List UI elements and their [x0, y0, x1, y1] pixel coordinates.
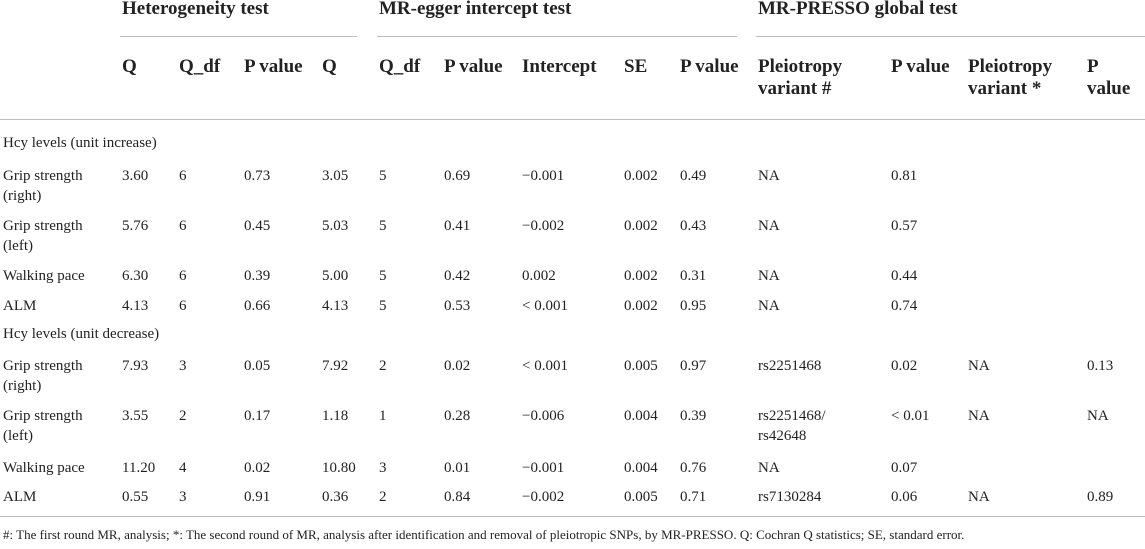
table-cell: 3 — [179, 358, 187, 374]
table-cell: 0.002 — [624, 268, 658, 284]
table-cell: 0.13 — [1087, 358, 1114, 374]
group-heterogeneity: Heterogeneity test — [122, 0, 269, 19]
section-label-decrease: Hcy levels (unit decrease) — [3, 326, 160, 342]
header-rule — [0, 119, 1145, 120]
col-header: SE — [624, 56, 648, 77]
table-cell: −0.001 — [522, 460, 565, 476]
col-header: Q — [322, 56, 337, 77]
table-cell: 7.92 — [322, 358, 349, 374]
table-cell: 6 — [179, 268, 187, 284]
table-cell: 0.45 — [244, 218, 271, 234]
table-cell: 0.28 — [444, 408, 471, 424]
table-cell: 5.00 — [322, 268, 349, 284]
table-cell: 0.97 — [680, 358, 707, 374]
col-header: Q — [122, 56, 137, 77]
table-cell: 0.39 — [680, 408, 707, 424]
table-cell: 0.69 — [444, 168, 471, 184]
table-cell: 0.74 — [891, 298, 918, 314]
col-header: P value — [1087, 56, 1131, 99]
table-cell: 5 — [379, 298, 387, 314]
table-cell: 3.60 — [122, 168, 149, 184]
table-cell: 0.71 — [680, 489, 707, 505]
table-cell: −0.002 — [522, 489, 565, 505]
table-cell: 1.18 — [322, 408, 349, 424]
table-cell: 0.01 — [444, 460, 471, 476]
table-cell: 3.05 — [322, 168, 349, 184]
table-cell: 0.41 — [444, 218, 471, 234]
table-cell: 0.31 — [680, 268, 707, 284]
table-cell: 0.49 — [680, 168, 707, 184]
table-cell: 0.004 — [624, 460, 658, 476]
table-cell: 5 — [379, 218, 387, 234]
table-cell: 4 — [179, 460, 187, 476]
table-cell: 0.91 — [244, 489, 271, 505]
table-cell: 5.76 — [122, 218, 149, 234]
table-cell: 0.17 — [244, 408, 271, 424]
table-cell: 6 — [179, 298, 187, 314]
table-cell: 0.07 — [891, 460, 918, 476]
group-underline-egger — [377, 36, 737, 37]
table-cell: 0.002 — [624, 168, 658, 184]
table-cell: 0.002 — [624, 218, 658, 234]
table-cell: 0.57 — [891, 218, 918, 234]
row-label: Walking pace — [3, 268, 85, 284]
col-header: Intercept — [522, 56, 597, 77]
table-cell: 0.06 — [891, 489, 918, 505]
table-cell: 10.80 — [322, 460, 356, 476]
col-header: P value — [680, 56, 739, 77]
group-presso: MR-PRESSO global test — [758, 0, 958, 19]
table-cell: 0.05 — [244, 358, 271, 374]
group-egger: MR-egger intercept test — [379, 0, 572, 19]
col-header: Q_df — [379, 56, 421, 77]
table-cell: 11.20 — [122, 460, 156, 476]
group-underline-presso — [756, 36, 1145, 37]
col-header: Pleiotropy variant * — [968, 56, 1053, 99]
table-cell: NA — [758, 298, 780, 314]
table-cell: 5.03 — [322, 218, 349, 234]
table-cell: NA — [758, 168, 780, 184]
row-label: Grip strength (right) — [3, 358, 83, 394]
table-cell: 0.76 — [680, 460, 707, 476]
table-cell: 3 — [179, 489, 187, 505]
table-cell: NA — [758, 268, 780, 284]
table-cell: 3 — [379, 460, 387, 476]
table-cell: 4.13 — [322, 298, 349, 314]
row-label: ALM — [3, 489, 37, 505]
table-cell: 0.81 — [891, 168, 918, 184]
table-cell: < 0.01 — [891, 408, 930, 424]
table-cell: 0.005 — [624, 358, 658, 374]
table-cell: 0.66 — [244, 298, 271, 314]
table-cell: 0.36 — [322, 489, 349, 505]
table-cell: rs2251468 — [758, 358, 822, 374]
table-cell: 7.93 — [122, 358, 149, 374]
table-cell: −0.002 — [522, 218, 565, 234]
table-cell: NA — [758, 460, 780, 476]
table-cell: 5 — [379, 268, 387, 284]
table-cell: 0.89 — [1087, 489, 1114, 505]
table-cell: 0.42 — [444, 268, 471, 284]
table-cell: 0.73 — [244, 168, 271, 184]
table-cell: rs2251468/ rs42648 — [758, 408, 826, 444]
table-cell: 0.02 — [244, 460, 271, 476]
footnote: #: The first round MR, analysis; *: The second round of MR, analysis after identification and removal of pleiotropic SNPs, by MR-PRESSO. Q: Cochran Q statistics; SE, standard error. — [3, 527, 965, 542]
table-cell: 2 — [179, 408, 187, 424]
col-header: P value — [244, 56, 303, 77]
table-cell: 0.53 — [444, 298, 471, 314]
table-cell: 0.004 — [624, 408, 658, 424]
section-label-increase: Hcy levels (unit increase) — [3, 135, 157, 151]
table-cell: −0.006 — [522, 408, 565, 424]
table-cell: 0.005 — [624, 489, 658, 505]
group-underline-heterogeneity — [120, 36, 357, 37]
row-label: Grip strength (left) — [3, 408, 83, 444]
table-cell: 0.55 — [122, 489, 149, 505]
table-cell: 0.43 — [680, 218, 707, 234]
table-cell: 0.002 — [522, 268, 556, 284]
row-label: Grip strength (left) — [3, 218, 83, 254]
table-cell: < 0.001 — [522, 358, 568, 374]
col-header: P value — [444, 56, 503, 77]
row-label: ALM — [3, 298, 37, 314]
table-cell: 2 — [379, 358, 387, 374]
col-header: P value — [891, 56, 950, 77]
table-cell: 0.39 — [244, 268, 271, 284]
table-cell: 0.44 — [891, 268, 918, 284]
table-cell: −0.001 — [522, 168, 565, 184]
table-cell: rs7130284 — [758, 489, 822, 505]
table-cell: NA — [968, 358, 990, 374]
table-cell: 4.13 — [122, 298, 149, 314]
table-cell: 0.002 — [624, 298, 658, 314]
table-cell: 6 — [179, 168, 187, 184]
table-cell: 0.95 — [680, 298, 707, 314]
table-cell: NA — [968, 489, 990, 505]
table-cell: NA — [968, 408, 990, 424]
table-cell: 0.02 — [444, 358, 471, 374]
table-cell: 6.30 — [122, 268, 149, 284]
table-cell: 2 — [379, 489, 387, 505]
bottom-rule — [0, 516, 1145, 517]
table-cell: 0.02 — [891, 358, 918, 374]
table-cell: 5 — [379, 168, 387, 184]
table-cell: 3.55 — [122, 408, 149, 424]
row-label: Walking pace — [3, 460, 85, 476]
table-cell: NA — [1087, 408, 1109, 424]
table-cell: < 0.001 — [522, 298, 568, 314]
col-header: Q_df — [179, 56, 221, 77]
col-header: Pleiotropy variant # — [758, 56, 843, 99]
table-cell: NA — [758, 218, 780, 234]
table-cell: 0.84 — [444, 489, 471, 505]
row-label: Grip strength (right) — [3, 168, 83, 204]
table-cell: 6 — [179, 218, 187, 234]
table-cell: 1 — [379, 408, 387, 424]
